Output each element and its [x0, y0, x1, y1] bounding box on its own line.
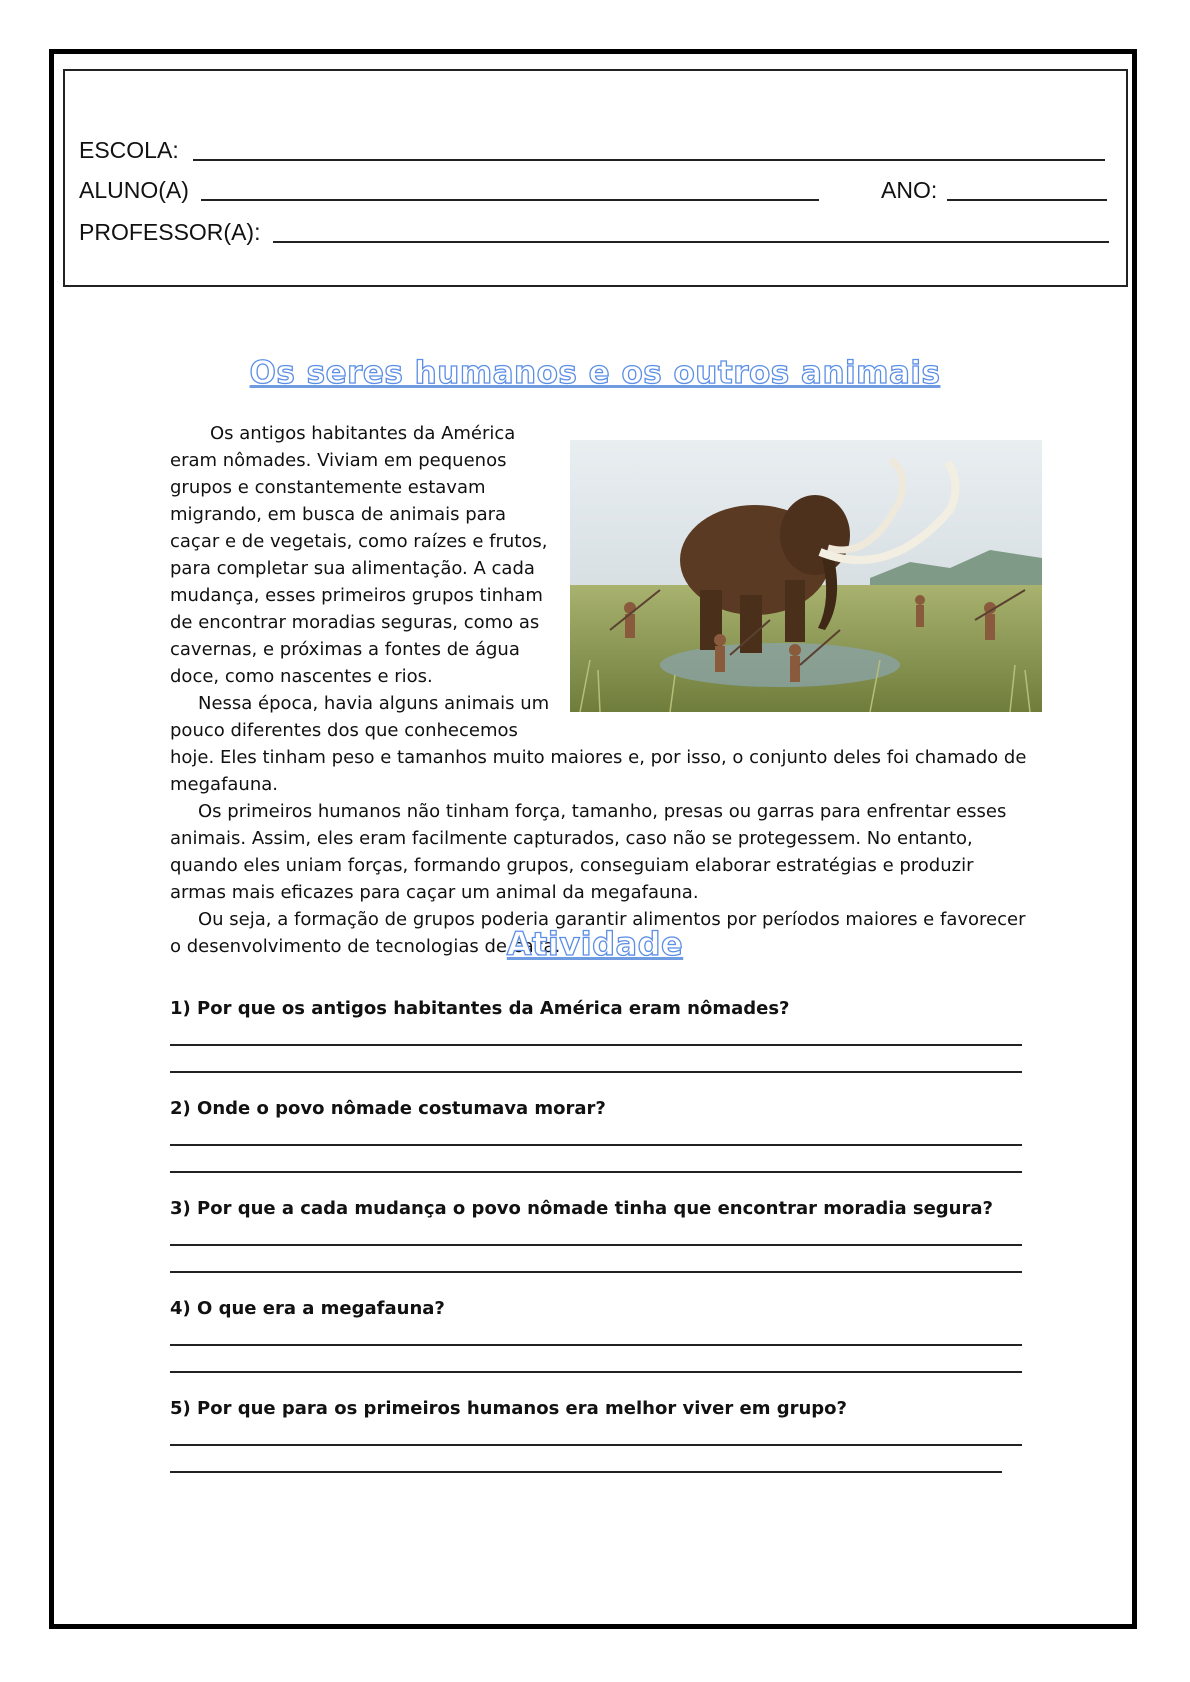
paragraph: Os antigos habitantes da América eram nômades. Viviam em pequenos grupos e constantemente estavam migrando, em busca de animais para caçar e de vegetais, como raízes e frutos, para completar sua alimentação. A cada mudança, esses primeiros grupos tinham de encontrar moradias seguras, como as cavernas, e próximas a fontes de água doce, como nascentes e rios. — [170, 423, 548, 687]
answer-line[interactable] — [170, 1244, 1022, 1246]
school-label: ESCOLA: — [79, 137, 179, 163]
paragraph: Os primeiros humanos não tinham força, tamanho, presas ou garras para enfrentar esses animais. Assim, eles eram facilmente capturados, caso não se protegessem. No entanto, quando eles uniam forças, formando grupos, conseguiam elaborar estratégias e produzir armas mais eficazes para caçar um animal da megafauna. — [170, 801, 1007, 903]
paragraph: Nessa época, havia alguns animais um pouco diferentes dos que conhecemos hoje. Eles tinham peso e tamanhos muito maiores e, por isso, o conjunto deles foi chamado de megafauna. — [170, 693, 1027, 795]
teacher-field[interactable] — [273, 241, 1109, 243]
answer-line[interactable] — [170, 1471, 1002, 1473]
answer-line[interactable] — [170, 1071, 1022, 1073]
question-2: 2) Onde o povo nômade costumava morar? — [170, 1098, 606, 1119]
reading-text — [170, 420, 1030, 960]
paragraph: Ou seja, a formação de grupos poderia garantir alimentos por períodos maiores e favorecer o desenvolvimento de tecnologias de caça. — [170, 909, 1026, 957]
answer-line[interactable] — [170, 1171, 1022, 1173]
question-3: 3) Por que a cada mudança o povo nômade tinha que encontrar moradia segura? — [170, 1198, 993, 1219]
answer-line[interactable] — [170, 1371, 1022, 1373]
activity-title: Atividade — [506, 925, 684, 963]
answer-line[interactable] — [170, 1444, 1022, 1446]
question-1: 1) Por que os antigos habitantes da América eram nômades? — [170, 998, 790, 1019]
question-4: 4) O que era a megafauna? — [170, 1298, 445, 1319]
student-label: ALUNO(A) — [79, 177, 189, 203]
answer-line[interactable] — [170, 1044, 1022, 1046]
year-field[interactable] — [947, 199, 1107, 201]
year-label: ANO: — [881, 177, 938, 203]
answer-line[interactable] — [170, 1271, 1022, 1273]
question-5: 5) Por que para os primeiros humanos era melhor viver em grupo? — [170, 1398, 847, 1419]
answer-line[interactable] — [170, 1344, 1022, 1346]
mammoth-hunt-illustration — [570, 440, 1042, 712]
student-field[interactable] — [201, 199, 819, 201]
page-title: Os seres humanos e os outros animais — [249, 355, 941, 391]
student-info-box — [63, 69, 1128, 287]
teacher-label: PROFESSOR(A): — [79, 219, 261, 245]
answer-line[interactable] — [170, 1144, 1022, 1146]
school-field[interactable] — [193, 159, 1105, 161]
